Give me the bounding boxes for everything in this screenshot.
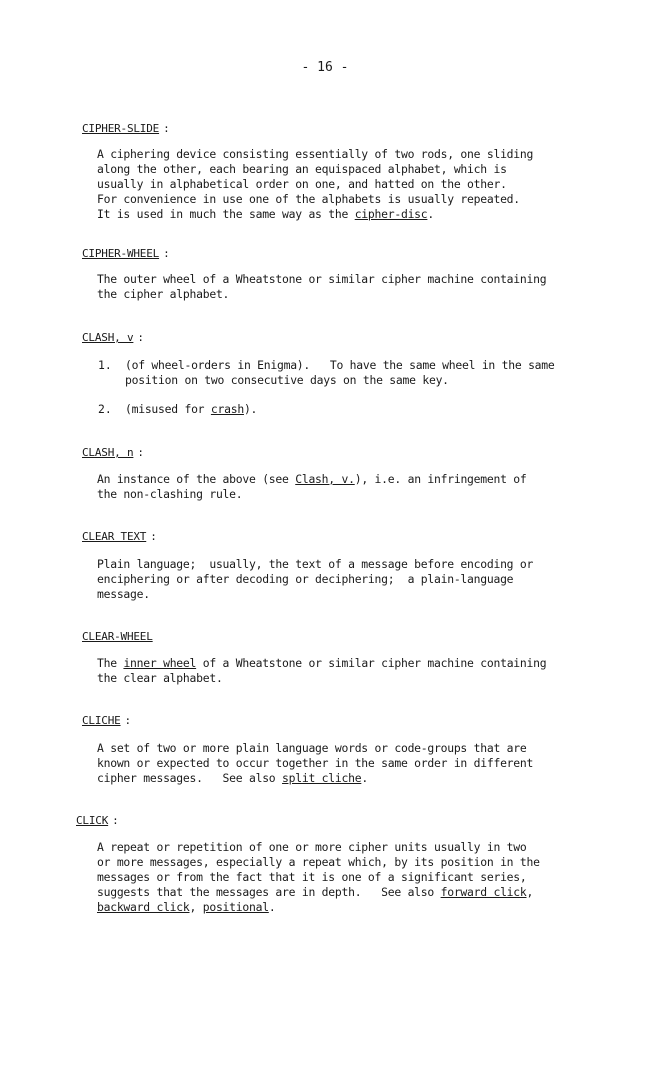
def-line: the cipher alphabet. <box>97 287 230 301</box>
def-line: A ciphering device consisting essentially of two rods, one sliding <box>97 147 534 161</box>
def-line: (of wheel-orders in Enigma). To have the same wheel in the same <box>125 358 555 372</box>
def-line: The outer wheel of a Wheatstone or similar cipher machine containing <box>97 272 547 286</box>
def-line: A repeat or repetition of one or more cipher units usually in two <box>97 840 527 854</box>
cross-reference-link[interactable]: forward click <box>440 885 527 899</box>
definition-text <box>97 656 546 686</box>
punctuation: , <box>526 885 534 899</box>
item-number: 1. <box>98 358 112 372</box>
term-label: CLEAR TEXT <box>82 530 147 543</box>
term-colon: : <box>163 122 170 135</box>
cross-reference-link[interactable]: crash <box>210 402 244 416</box>
def-line: message. <box>97 587 150 601</box>
cross-reference-link[interactable]: split cliche <box>282 771 362 785</box>
term-label: CLASH, n <box>82 446 134 459</box>
definition-text <box>97 840 540 915</box>
def-line: ), i.e. an infringement of <box>354 472 527 486</box>
def-line: For convenience in use one of the alphabets is usually repeated. <box>97 192 520 206</box>
def-line: messages or from the fact that it is one of a significant series, <box>97 870 527 884</box>
definition-text <box>97 272 546 302</box>
term-colon: : <box>112 814 119 827</box>
definition-text <box>97 147 533 222</box>
term-colon: : <box>163 247 170 260</box>
term-heading <box>82 122 170 135</box>
def-line: The <box>97 656 124 670</box>
definition-text <box>97 472 527 502</box>
def-line: the clear alphabet. <box>97 671 223 685</box>
def-line: enciphering or after decoding or deciphering; a plain-language <box>97 572 514 586</box>
cross-reference-link[interactable]: inner wheel <box>123 656 197 670</box>
term-label: CLEAR-WHEEL <box>82 630 153 643</box>
term-heading <box>76 814 119 827</box>
definition-text <box>97 741 533 786</box>
def-line: A set of two or more plain language words or code-groups that are <box>97 741 527 755</box>
def-line: cipher messages. See also <box>97 771 283 785</box>
term-heading <box>82 247 170 260</box>
term-colon: : <box>137 446 144 459</box>
term-heading <box>82 630 153 643</box>
term-heading <box>82 331 144 344</box>
item-number: 2. <box>98 402 112 416</box>
definition-item <box>125 358 555 388</box>
term-label: CIPHER-SLIDE <box>82 122 160 135</box>
term-label: CLICHE <box>82 714 121 727</box>
term-heading <box>82 530 157 543</box>
punctuation: . <box>361 771 368 785</box>
term-colon: : <box>150 530 157 543</box>
cross-reference-link[interactable]: Clash, v. <box>295 472 355 486</box>
punctuation: , <box>189 900 203 914</box>
def-line: (misused for <box>125 402 211 416</box>
cross-reference-link[interactable]: cipher-disc <box>354 207 428 221</box>
page-number: - 16 - <box>301 60 349 75</box>
def-line: along the other, each bearing an equispaced alphabet, which is <box>97 162 507 176</box>
term-heading <box>82 714 131 727</box>
def-line: known or expected to occur together in the same order in different <box>97 756 534 770</box>
term-heading <box>82 446 144 459</box>
punctuation: ). <box>243 402 258 416</box>
def-line: Plain language; usually, the text of a message before encoding or <box>97 557 534 571</box>
term-label: CLASH, v <box>82 331 134 344</box>
cross-reference-link[interactable]: backward click <box>97 900 190 914</box>
def-line: of a Wheatstone or similar cipher machine containing <box>196 656 547 670</box>
definition-text <box>97 557 533 602</box>
def-line: the non-clashing rule. <box>97 487 243 501</box>
punctuation: . <box>427 207 434 221</box>
term-colon: : <box>137 331 144 344</box>
def-line: or more messages, especially a repeat which, by its position in the <box>97 855 540 869</box>
def-line: An instance of the above (see <box>97 472 296 486</box>
term-label: CIPHER-WHEEL <box>82 247 160 260</box>
def-line: suggests that the messages are in depth. See also <box>97 885 441 899</box>
punctuation: . <box>268 900 276 914</box>
def-line: usually in alphabetical order on one, and hatted on the other. <box>97 177 507 191</box>
definition-item <box>125 402 257 417</box>
def-line: position on two consecutive days on the same key. <box>125 373 449 387</box>
term-label: CLICK <box>76 814 109 827</box>
term-colon: : <box>124 714 131 727</box>
def-line: It is used in much the same way as the <box>97 207 355 221</box>
cross-reference-link[interactable]: positional <box>202 900 269 914</box>
